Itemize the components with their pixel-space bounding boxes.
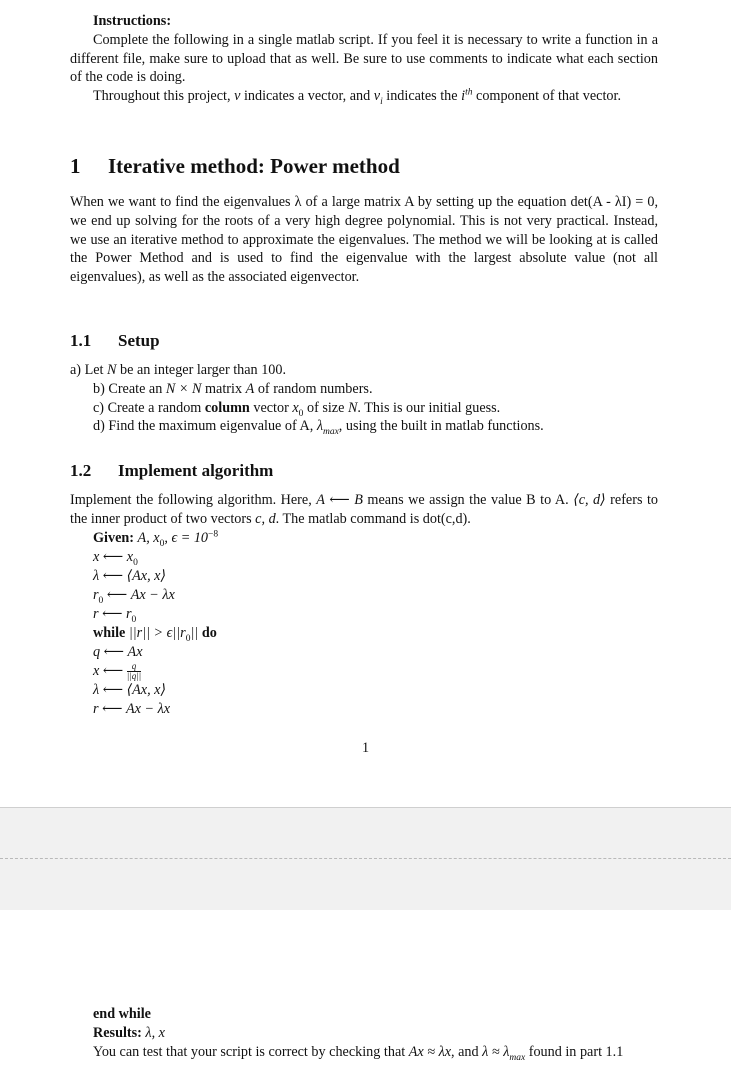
math-a: A <box>316 492 325 508</box>
arrow: ⟵ <box>102 548 124 565</box>
setup-item-a <box>70 361 658 380</box>
math-b: B <box>354 492 363 508</box>
section-1-2-heading <box>70 460 273 482</box>
algorithm-line <box>93 567 658 586</box>
math-expr: λ ≈ λ <box>482 1044 510 1060</box>
end-while <box>93 1005 658 1024</box>
arrow: ⟵ <box>103 643 124 660</box>
arrow: ⟵ <box>324 492 355 508</box>
text: d) Find the maximum eigenvalue of A, <box>93 418 317 435</box>
rhs: x <box>126 548 134 565</box>
page-number: 1 <box>361 740 370 756</box>
math-sub: 0 <box>98 595 104 606</box>
math-nxn: N × N <box>165 380 202 397</box>
text: be an integer larger than 100. <box>116 362 287 378</box>
math-sub: 0 <box>159 538 165 549</box>
section-1-1-heading <box>70 330 160 352</box>
section-number: 1 <box>70 154 81 178</box>
algorithm-line <box>93 681 658 700</box>
algorithm-end <box>70 1005 658 1043</box>
text: indicates the <box>382 88 462 105</box>
arrow: ⟵ <box>106 586 128 603</box>
rhs: ⟨Ax, x⟩ <box>126 681 167 698</box>
math-sup: th <box>465 87 473 98</box>
lhs: q <box>93 643 101 660</box>
math-cd: c, d <box>255 510 276 527</box>
text: of size <box>303 399 348 416</box>
math-i: i <box>461 88 466 105</box>
while-condition: ||r|| > ϵ||r <box>128 624 186 641</box>
algorithm-line <box>93 605 658 624</box>
section-1-heading <box>70 153 400 179</box>
math-x: x <box>292 399 299 416</box>
algorithm-line <box>93 662 658 681</box>
math-a: A <box>245 380 255 397</box>
text: refers to the inner product of two vectors <box>70 492 658 527</box>
arrow: ⟵ <box>102 662 124 679</box>
while-condition: || <box>190 624 199 641</box>
setup-list <box>70 361 658 436</box>
arrow: ⟵ <box>102 681 124 698</box>
arrow: ⟵ <box>102 700 123 717</box>
text: Implement the following algorithm. Here, <box>70 492 317 508</box>
text: b) Create an <box>93 380 166 397</box>
algorithm-end-block <box>70 1005 658 1062</box>
test-paragraph <box>70 1043 658 1062</box>
rhs: Ax − λx <box>125 700 171 717</box>
lhs: r <box>93 605 99 622</box>
text: means we assign the value B to A. <box>362 492 569 508</box>
text: indicates a vector, and <box>240 88 374 105</box>
math-sub: 0 <box>131 614 137 625</box>
instructions-block <box>70 12 658 106</box>
section-number: 1.2 <box>70 461 92 480</box>
setup-item-b <box>70 380 658 399</box>
results-line <box>93 1024 658 1043</box>
algorithm-line <box>93 548 658 567</box>
math-sub: max <box>322 427 339 438</box>
lhs: x <box>93 548 100 565</box>
text: , and <box>451 1044 483 1060</box>
math-expr: Ax ≈ λx <box>408 1044 452 1060</box>
math-sub: 0 <box>298 408 304 419</box>
end-while-keyword: end while <box>93 1006 151 1022</box>
text: a) Let <box>70 362 108 378</box>
math-sub: 0 <box>133 557 138 568</box>
math-sub: 0 <box>185 633 191 644</box>
math-n: N <box>347 399 358 416</box>
page-break <box>0 807 731 911</box>
page-break-divider <box>0 858 731 859</box>
text: You can test that your script is correct by checking that <box>93 1044 409 1060</box>
rhs: r <box>125 605 132 622</box>
text: . The matlab command is dot(c,d). <box>275 510 471 527</box>
text: matrix <box>201 380 246 397</box>
math-n: N <box>107 362 117 378</box>
algorithm-while <box>93 624 658 643</box>
text: . This is our initial guess. <box>357 399 501 416</box>
given-label: Given: <box>93 529 134 546</box>
denominator: ||q|| <box>126 670 142 681</box>
section-title: Implement algorithm <box>118 461 274 480</box>
algorithm <box>70 529 658 719</box>
text: component of that vector. <box>472 88 622 105</box>
math-vars: A, x <box>137 529 160 546</box>
rhs: Ax − λx <box>130 586 175 603</box>
text: vector <box>249 399 293 416</box>
section-1-body <box>70 193 658 287</box>
instructions-heading: Instructions: <box>93 13 172 29</box>
page-2 <box>0 910 731 1089</box>
text: , using the built in matlab functions. <box>338 418 544 435</box>
rhs: ⟨Ax, x⟩ <box>126 567 167 584</box>
lhs: λ <box>93 567 100 584</box>
math-sub: i <box>380 97 383 108</box>
instructions-paragraph-2 <box>70 87 658 106</box>
section-title: Iterative method: Power method <box>108 154 400 178</box>
algorithm-line <box>93 700 658 719</box>
algorithm-given <box>93 529 658 548</box>
lhs: λ <box>93 681 100 698</box>
algorithm-intro <box>70 491 658 529</box>
section-title: Setup <box>118 331 160 350</box>
instructions-paragraph-1: Complete the following in a single matlab script. If you feel it is necessary to write a function in a different file, make sure to upload that as well. Be sure to use comments to indicate what each section of the code is doing. <box>70 31 658 86</box>
section-1-paragraph: When we want to find the eigenvalues λ of a large matrix A by setting up the equation det(A - λI) = 0, we end up solving for the roots of a very high degree polynomial. This is not very practical. Instead, we use an iterative method to approximate the eigenvalues. The method we will be looking at is called the Power Method and is used to find the eigenvalue with the largest absolute value (not all eigenvalues), as well as the associated eigenvector. <box>70 194 658 286</box>
math-vi: v <box>373 88 381 105</box>
algorithm-block <box>70 491 658 719</box>
results-vars: λ, x <box>145 1025 165 1041</box>
lhs: x <box>93 662 100 679</box>
math-v: v <box>234 88 241 105</box>
while-keyword: while <box>93 624 126 641</box>
bold-word: column <box>204 399 250 416</box>
math-sup: −8 <box>208 528 219 539</box>
results-label: Results: <box>93 1025 142 1041</box>
do-keyword: do <box>201 624 217 641</box>
text: c) Create a random <box>93 399 205 416</box>
section-number: 1.1 <box>70 331 92 350</box>
algorithm-line <box>93 643 658 662</box>
arrow: ⟵ <box>102 605 123 622</box>
math-lambda: λ <box>316 418 323 435</box>
lhs: r <box>93 586 99 603</box>
arrow: ⟵ <box>102 567 124 584</box>
lhs: r <box>93 700 99 717</box>
algorithm-line <box>93 586 658 605</box>
math-sub: max <box>509 1052 526 1063</box>
math-inner: ⟨c, d⟩ <box>573 492 606 508</box>
math-eps: , ϵ = 10 <box>164 529 209 546</box>
text: found in part 1.1 <box>525 1044 624 1060</box>
rhs: Ax <box>127 643 143 660</box>
fraction <box>127 662 141 681</box>
setup-item-d <box>70 417 658 436</box>
numerator: q <box>127 662 141 672</box>
text: Throughout this project, <box>93 88 235 105</box>
text: of random numbers. <box>254 380 373 397</box>
setup-item-c <box>70 399 658 418</box>
